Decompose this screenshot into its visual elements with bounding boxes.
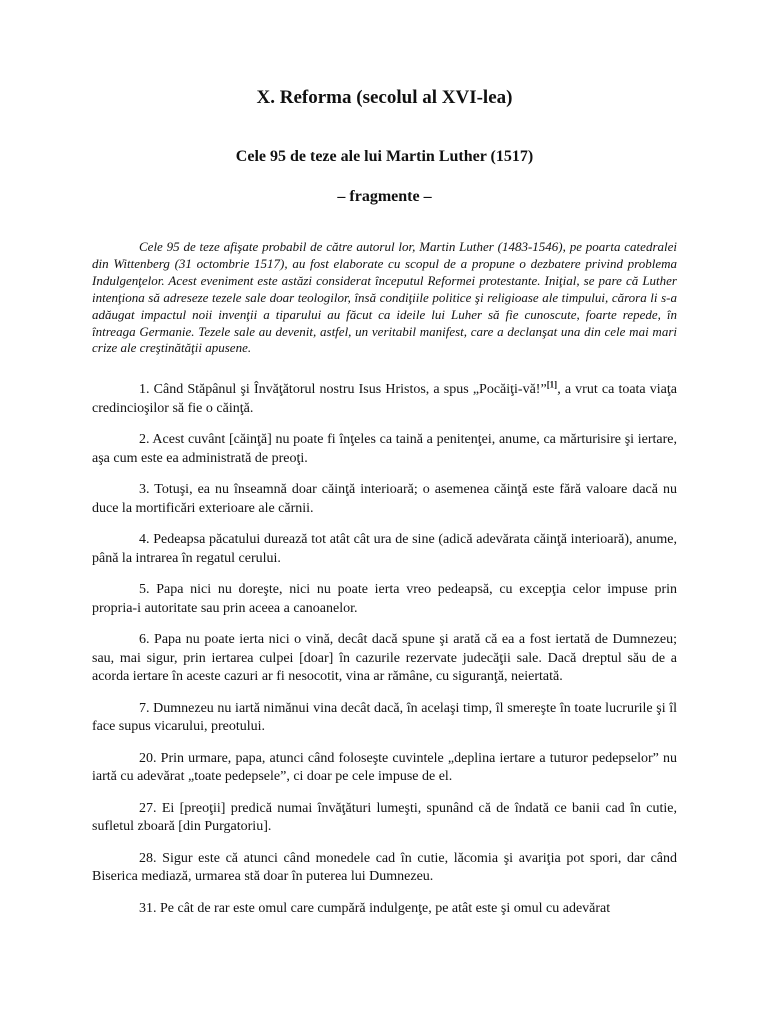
thesis-number: 7. [139,700,150,716]
thesis-text: Sigur este că atunci când monedele cad în cutie, lăcomia şi avariţia pot spori, dar când Biserica mediază, urmarea stă doar în puterea lui Dumnezeu. [92,850,677,884]
thesis-number: 6. [139,632,150,647]
thesis-number: 28. [139,850,157,866]
thesis-item [92,631,677,687]
thesis-number: 20. [139,750,157,766]
thesis-item [92,581,677,618]
thesis-text: Prin urmare, papa, atunci când foloseşte cuvintele „deplina iertare a tuturor pedepselor” nu iartă cu adevărat „toate pedepsele”, ci doar pe cele impuse de el. [92,750,677,784]
thesis-item [92,750,677,787]
footnote-reference[interactable]: [1] [546,379,558,390]
thesis-number: 4. [139,532,150,547]
thesis-item [92,531,677,568]
thesis-text: Ei [preoţii] predică numai învăţături lumeşti, spunând că de îndată ce banii cad în cutie, sufletul zboară [din Purgatoriu]. [92,800,677,834]
thesis-text: Acest cuvânt [căinţă] nu poate fi înţeles ca taină a penitenţei, anume, ca mărturisire şi iertare, aşa cum este ea administrată de preoţi. [92,432,677,466]
document-title: Cele 95 de teze ale lui Martin Luther (1517) [235,148,534,165]
intro-paragraph: Cele 95 de teze afişate probabil de către autorul lor, Martin Luther (1483-1546), pe poarta catedralei din Wittenberg (31 octombrie 1517), au fost elaborate cu scopul de a propune o dezbatere privind problema Indulgenţelor. Acest eveniment este astăzi considerat începutul Reformei protestante. Iniţial, se pare că Luther intenţiona să adreseze tezele sale doar teologilor, însă condiţiile politice şi religioase ale timpului, cărora li s-a adăugat impactul noii invenţii a tiparului au făcut ca ideile lui Luher să fie cunoscute, foarte repede, în întreaga Germanie. Tezele sale au devenit, astfel, un veritabil manifest, care a declanşat una din cele mai mari crize ale creştinătăţii apusene. [92,239,677,356]
thesis-item [92,700,677,737]
thesis-number: 1. [139,382,150,397]
thesis-item [92,850,677,887]
thesis-item [92,481,677,518]
thesis-text: Papa nici nu doreşte, nici nu poate ierta vreo pedeapsă, cu excepţia celor impuse prin propria-i autoritate sau prin aceea a canoanelor. [92,582,677,616]
thesis-number: 31. [139,900,157,916]
thesis-item [92,900,677,919]
thesis-text-continued: , a vrut ca toata viaţa credincioşilor să fie o căinţă. [92,382,677,416]
thesis-number: 5. [139,582,150,597]
thesis-number: 3. [139,482,150,497]
thesis-number: 27. [139,800,157,816]
thesis-item [92,381,677,418]
thesis-number: 2. [139,432,150,447]
thesis-text: Pe cât de rar este omul care cumpără indulgenţe, pe atât este şi omul cu adevărat [160,900,611,916]
chapter-title: X. Reforma (secolul al XVI-lea) [256,87,513,108]
thesis-item [92,800,677,837]
thesis-text: Papa nu poate ierta nici o vină, decât dacă spune şi arată că ea a fost iertată de Dumnezeu; sau, mai sigur, prin iertarea culpei [doar] în cazurile rezervate judecăţii sale. Dacă dreptul său de a acorda iertare în aceste cazuri ar fi nesocotit, vina ar rămâne, cu siguranţă, neiertată. [92,632,677,684]
thesis-text: Totuşi, ea nu înseamnă doar căinţă interioară; o asemenea căinţă este fără valoare dacă nu duce la mortificări exterioare ale cărnii. [92,482,677,516]
thesis-text: Când Stăpânul şi Învăţătorul nostru Isus Hristos, a spus „Pocăiţi-vă!” [153,382,547,397]
thesis-text: Dumnezeu nu iartă nimănui vina decât dacă, în acelaşi timp, îl smereşte în toate lucrurile şi îl face supus vicarului, preotului. [92,700,677,734]
theses-list [92,381,677,931]
thesis-item [92,431,677,468]
document-subtitle: – fragmente – [337,188,432,205]
thesis-text: Pedeapsa păcatului durează tot atât cât ura de sine (adică adevărata căinţă interioară), anume, până la intrarea în regatul cerului. [92,532,677,566]
